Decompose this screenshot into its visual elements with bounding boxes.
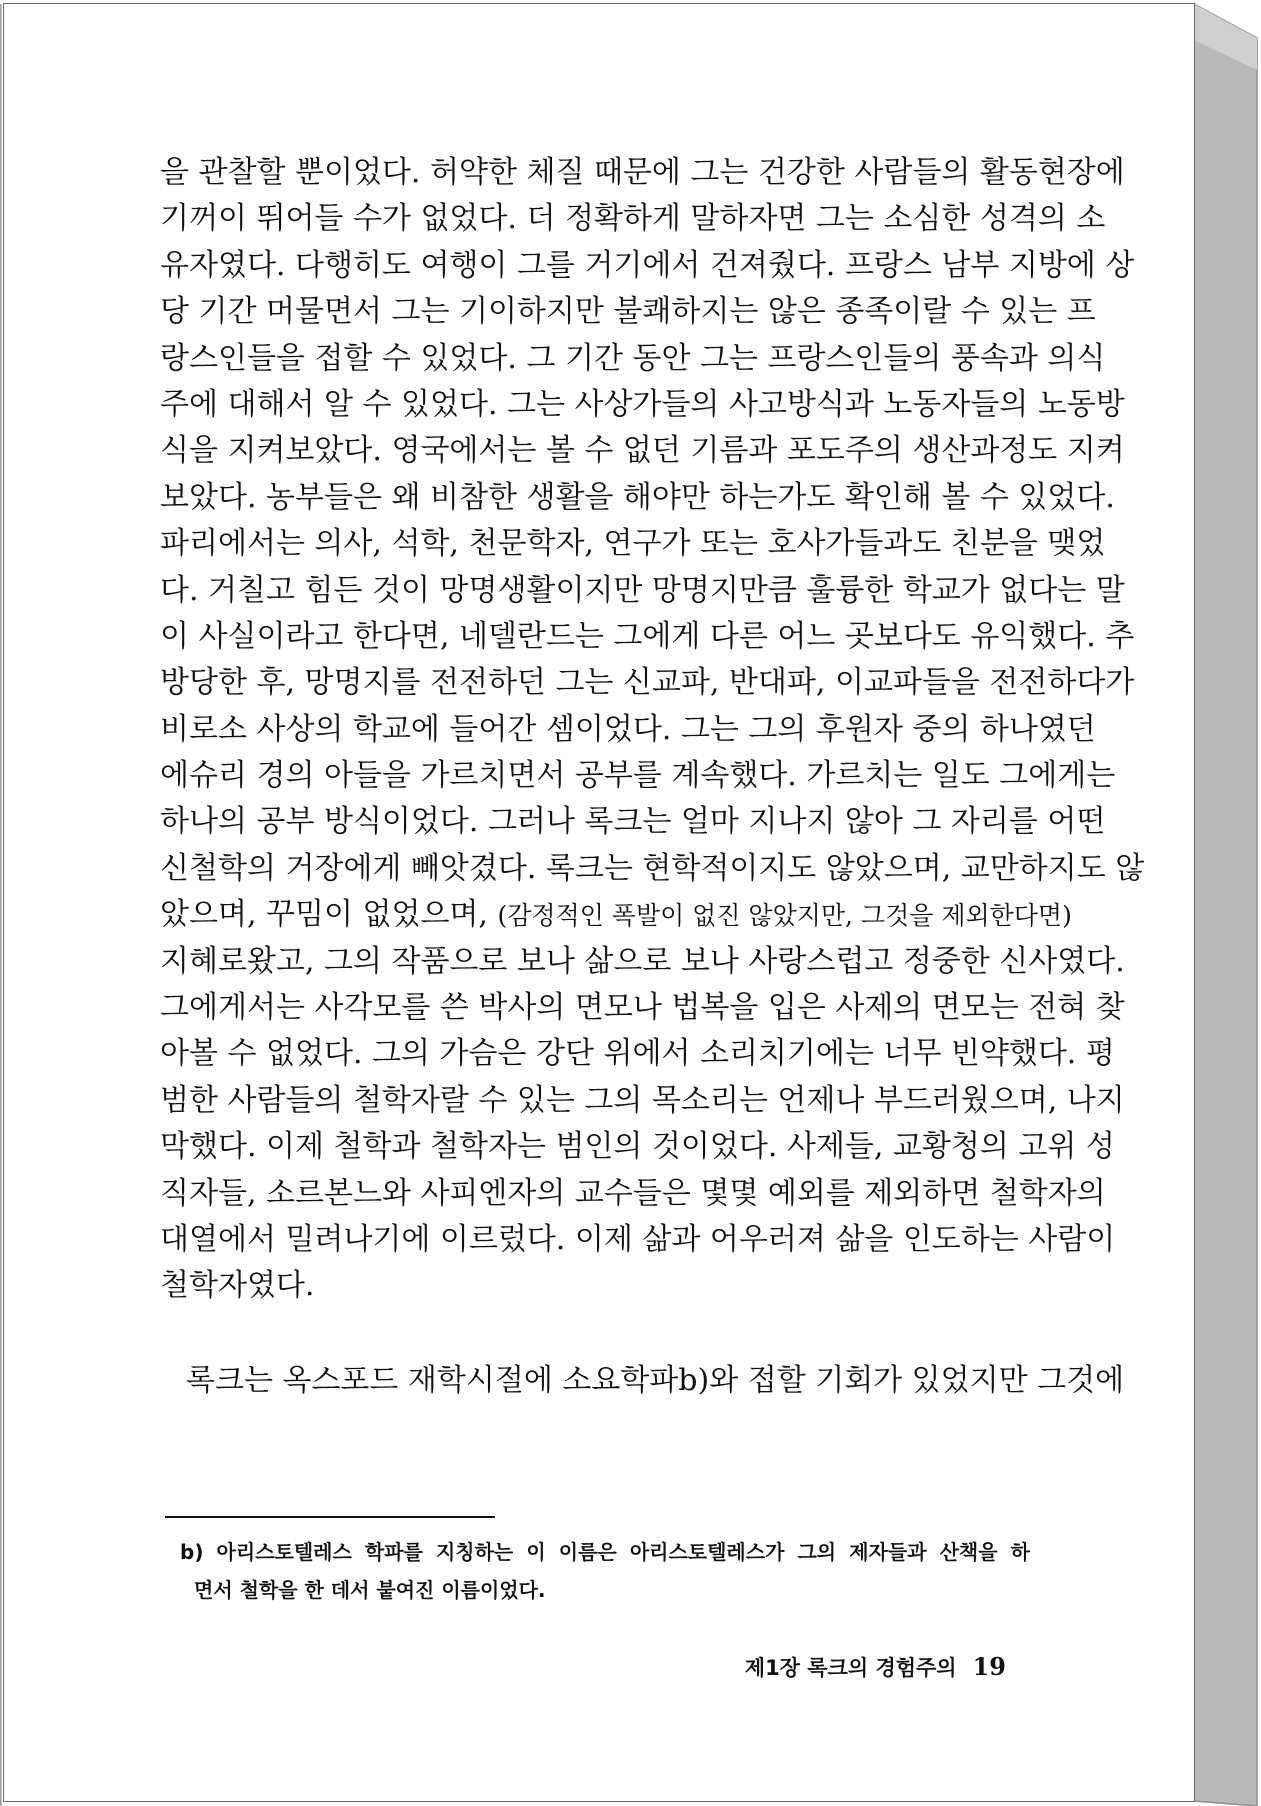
text-line: 하나의 공부 방식이었다. 그러나 록크는 얼마 지나지 않아 그 자리를 어떤: [160, 804, 1106, 840]
paragraph-gap: [160, 1310, 1030, 1358]
text-line: 신철학의 거장에게 빼앗겼다. 록크는 현학적이지도 않았으며, 교만하지도 않: [160, 850, 1145, 886]
text-line: 막했다. 이제 철학과 철학자는 범인의 것이었다. 사제들, 교황청의 고위 성: [160, 1129, 1115, 1165]
text-line: 대열에서 밀려나기에 이르렀다. 이제 삶과 어우러져 삶을 인도하는 사람이: [160, 1221, 1116, 1257]
footnote-line: b) 아리스토텔레스 학파를 지칭하는 이 이름은 아리스토텔레스가 그의 제자들과 산책을 하: [180, 1540, 1030, 1564]
text-segment: 았으며, 꾸밈이 없었으며,: [160, 897, 498, 933]
text-line: 다. 거칠고 힘든 것이 망명생활이지만 망명지만큼 훌륭한 학교가 없다는 말: [160, 572, 1125, 608]
text-line-mixed: [160, 892, 1072, 938]
text-line: 유자였다. 다행히도 여행이 그를 거기에서 건져줬다. 프랑스 남부 지방에 상: [160, 247, 1135, 283]
text-line: 비로소 사상의 학교에 들어간 셈이었다. 그는 그의 후원자 중의 하나였던: [160, 711, 1096, 747]
text-line: 당 기간 머물면서 그는 기이하지만 불쾌하지는 않은 종족이랄 수 있는 프: [160, 294, 1096, 330]
text-line: 에슈리 경의 아들을 가르치면서 공부를 계속했다. 가르치는 일도 그에게는: [160, 758, 1116, 794]
text-line: 을 관찰할 뿐이었다. 허약한 체질 때문에 그는 건강한 사람들의 활동현장에: [160, 155, 1125, 190]
parenthetical-text: (감정적인 폭발이 없진 않았지만, 그것을 제외한다면): [497, 901, 1072, 931]
text-line: 직자들, 소르본느와 사피엔자의 교수들은 몇몇 예외를 제외하면 철학자의: [160, 1175, 1106, 1211]
body-text: [160, 150, 1145, 1404]
text-line: 식을 지켜보았다. 영국에서는 볼 수 없던 기름과 포도주의 생산과정도 지켜: [160, 433, 1125, 469]
text-line: 그에게서는 사각모를 쓴 박사의 면모나 법복을 입은 사제의 면모는 전혀 찾: [160, 990, 1125, 1026]
text-line: 파리에서는 의사, 석학, 천문학자, 연구가 또는 호사가들과도 친분을 맺었: [160, 526, 1106, 562]
running-footer: [745, 1652, 1006, 1682]
text-line: 방당한 후, 망명지를 전전하던 그는 신교파, 반대파, 이교파들을 전전하다가: [160, 665, 1135, 701]
text-line: 지혜로왔고, 그의 작품으로 보나 삶으로 보나 사랑스럽고 정중한 신사였다.: [160, 943, 1125, 979]
text-line: 범한 사람들의 철학자랄 수 있는 그의 목소리는 언제나 부드러웠으며, 나지: [160, 1082, 1125, 1118]
text-line: 기꺼이 뛰어들 수가 없었다. 더 정확하게 말하자면 그는 소심한 성격의 소: [160, 201, 1106, 237]
footnote-line: 면서 철학을 한 데서 붙여진 이름이었다.: [194, 1578, 546, 1602]
footnote-divider: [165, 1516, 495, 1518]
paragraph-start-line: 록크는 옥스포드 재학시절에 소요학파b)와 접할 기회가 있었지만 그것에: [186, 1362, 1125, 1398]
text-line: 아볼 수 없었다. 그의 가슴은 강단 위에서 소리치기에는 너무 빈약했다. 평: [160, 1036, 1115, 1072]
text-line: 철학자였다.: [160, 1268, 315, 1304]
page-number: 19: [972, 1652, 1006, 1681]
footnote: [180, 1533, 1030, 1609]
text-line: 이 사실이라고 한다면, 네델란드는 그에게 다른 어느 곳보다도 유익했다. 추: [160, 618, 1135, 654]
text-line: 주에 대해서 알 수 있었다. 그는 사상가들의 사고방식과 노동자들의 노동방: [160, 386, 1125, 422]
text-line: 보았다. 농부들은 왜 비참한 생활을 해야만 하는가도 확인해 볼 수 있었다.: [160, 479, 1115, 515]
text-line: 랑스인들을 접할 수 있었다. 그 기간 동안 그는 프랑스인들의 풍속과 의식: [160, 340, 1106, 376]
chapter-title: 제1장 록크의 경험주의: [744, 1656, 957, 1680]
